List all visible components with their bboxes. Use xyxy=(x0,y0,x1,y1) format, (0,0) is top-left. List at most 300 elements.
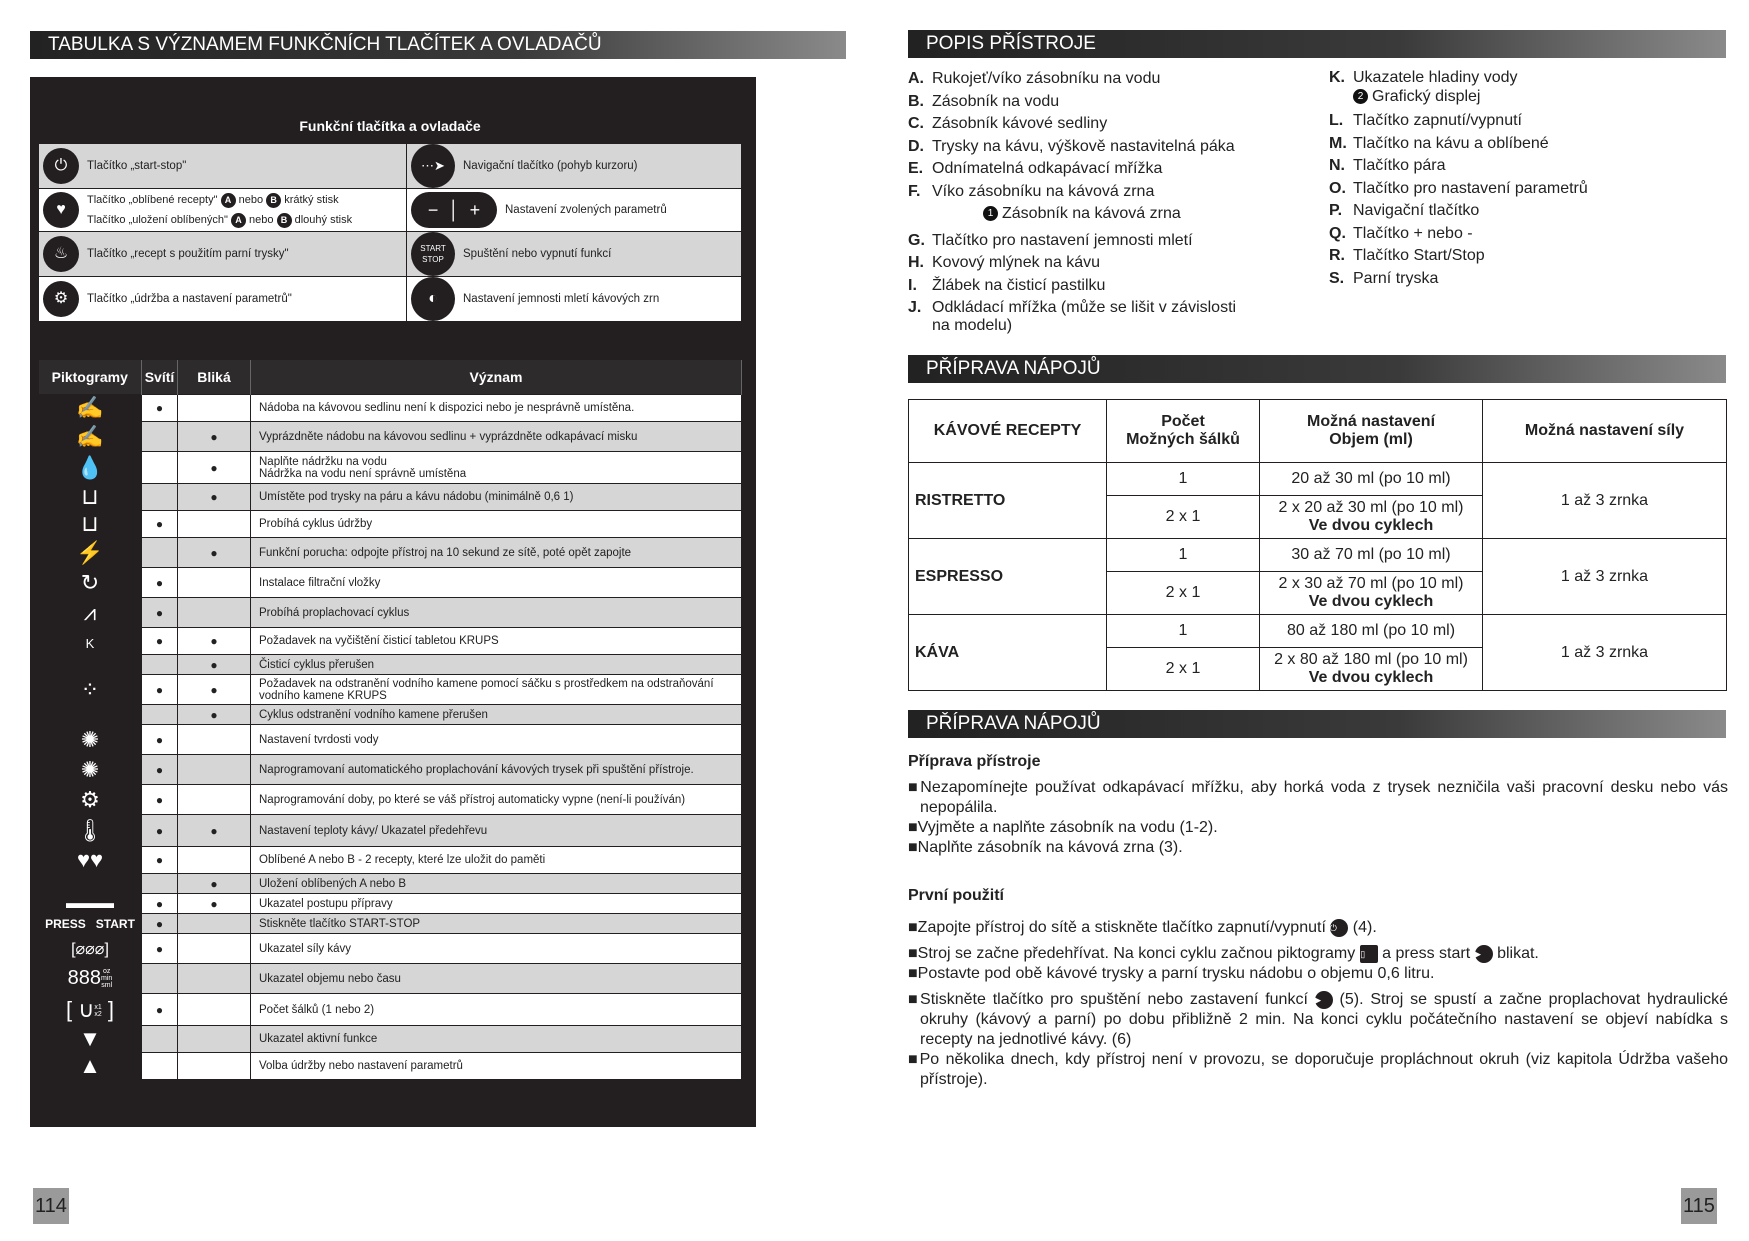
blink-indicator: ● xyxy=(178,675,251,705)
part-text: Parní tryska xyxy=(1353,269,1439,287)
meaning-text: Umístěte pod trysky na páru a kávu nádobu (minimálně 0,6 1) xyxy=(251,484,742,511)
header-line: Objem (ml) xyxy=(1329,431,1413,448)
part-letter: Q. xyxy=(1329,224,1346,242)
table-row xyxy=(39,232,742,277)
list-item xyxy=(908,230,1236,253)
bullet: ■ xyxy=(908,965,918,982)
part-text: Tlačítko pára xyxy=(1353,157,1446,174)
filter-install-icon: ↻ xyxy=(39,568,142,598)
part-text: Zásobník na vodu xyxy=(932,92,1060,110)
blink-indicator: ● xyxy=(178,538,251,568)
meaning-text: Požadavek na vyčištění čisticí tabletou KRUPS xyxy=(251,628,742,655)
volume-setting: 2 x 30 až 70 ml (po 10 ml) Ve dvou cyklech xyxy=(1260,572,1483,615)
section-title-text: PŘÍPRAVA NÁPOJŮ xyxy=(926,358,1101,379)
table-row xyxy=(39,568,742,598)
meaning-text: Stiskněte tlačítko START-STOP xyxy=(251,914,742,934)
meaning-text: Probíhá cyklus údržby xyxy=(251,511,742,538)
part-text: Tlačítko pro nastavení parametrů xyxy=(1353,179,1588,197)
bullet-text: Nezapomínejte používat odkapávací mřížku, aby horká voda z trysek nezničila vaši pracovní desku nebo vás nepopálila. xyxy=(920,779,1728,816)
empty-grounds-icon: ✍ xyxy=(39,422,142,452)
lit-indicator: ● xyxy=(142,815,178,847)
volume-setting: 20 až 30 ml (po 10 ml) xyxy=(1260,463,1483,496)
meaning-text: Naprogramování doby, po které se váš přístroj automaticky vypne (není-li používán) xyxy=(251,785,742,815)
table-row xyxy=(39,277,742,322)
volume-setting: 80 až 180 ml (po 10 ml) xyxy=(1260,615,1483,648)
volume-setting: 30 až 70 ml (po 10 ml) xyxy=(1260,539,1483,572)
descaling-icon: ⁘ xyxy=(39,675,142,705)
part-letter: L. xyxy=(1329,112,1344,129)
water-tank-icon: 💧 xyxy=(39,452,142,484)
lit-indicator xyxy=(142,964,178,994)
blink-indicator xyxy=(178,725,251,755)
col-header-lit: Svítí xyxy=(142,360,178,395)
part-letter: C. xyxy=(908,115,924,132)
section-title-functions xyxy=(30,31,846,59)
bullet-text: Po několika dnech, kdy přístroj není v provozu, se doporučuje propláchnout okruh (viz kapitola Údržba vašeho přístroje). xyxy=(919,1051,1729,1088)
list-item xyxy=(908,918,1728,938)
meaning-text: Čisticí cyklus přerušen xyxy=(251,655,742,675)
lit-indicator xyxy=(142,874,178,894)
part-letter: O. xyxy=(1329,179,1346,197)
stop-label: STOP xyxy=(422,255,444,264)
meaning-text: Ukazatel postupu přípravy xyxy=(251,894,742,914)
meaning-text: Oblíbené A nebo B - 2 recepty, které lze uložit do paměti xyxy=(251,847,742,874)
table-row xyxy=(39,964,742,994)
start-stop-icon: ▶ xyxy=(1315,991,1333,1009)
meaning-text: Ukazatel objemu nebo času xyxy=(251,964,742,994)
part-text: Odkládací mřížka (může se lišit v závislosti xyxy=(932,299,1237,316)
cup-count: 2 x 1 xyxy=(1107,572,1260,615)
table-row xyxy=(39,144,742,189)
table-row xyxy=(39,874,742,894)
part-letter: A. xyxy=(908,70,924,87)
water-hardness-icon: ✺ xyxy=(39,725,142,755)
part-text: Ukazatele hladiny vody xyxy=(1353,69,1518,86)
temperature-icon: 🌡 xyxy=(39,815,142,847)
volume-setting: 2 x 80 až 180 ml (po 10 ml) Ve dvou cyklech xyxy=(1260,648,1483,691)
list-item xyxy=(908,299,1236,317)
list-item xyxy=(908,113,1236,136)
left-dark-panel xyxy=(30,77,756,1127)
plus-icon: + xyxy=(469,200,481,220)
col-header-blink: Bliká xyxy=(178,360,251,395)
lit-indicator xyxy=(142,655,178,675)
malfunction-icon: ⚡ xyxy=(39,538,142,568)
header-line: Počet xyxy=(1161,413,1205,430)
list-item xyxy=(908,252,1236,275)
func-label: nebo xyxy=(238,194,264,206)
lit-indicator: ● xyxy=(142,894,178,914)
part-letter: M. xyxy=(1329,134,1347,152)
list-item xyxy=(908,275,1236,298)
col-header-volume xyxy=(1260,400,1483,463)
lit-indicator: ● xyxy=(142,785,178,815)
bullet-text: Postavte pod obě kávové trysky a parní trysku nádobu o objemu 0,6 litru. xyxy=(917,965,1435,982)
list-item-sub xyxy=(1329,87,1588,106)
list-item xyxy=(908,1050,1728,1090)
favorites-icon: ♥♥ xyxy=(39,847,142,874)
recipe-name: KÁVA xyxy=(909,615,1107,691)
cup-count: 1 xyxy=(1107,463,1260,496)
meaning-text: Instalace filtrační vložky xyxy=(251,568,742,598)
bullet: ■ xyxy=(908,945,918,962)
section-title-text: PŘÍPRAVA NÁPOJŮ xyxy=(926,713,1101,734)
blink-indicator: ● xyxy=(178,422,251,452)
list-item xyxy=(908,68,1236,91)
bullet-text: Naplňte zásobník na kávová zrna (3). xyxy=(917,839,1183,856)
lit-indicator: ● xyxy=(142,568,178,598)
table-row xyxy=(39,914,742,934)
blink-indicator xyxy=(178,994,251,1026)
blink-indicator xyxy=(178,598,251,628)
list-item xyxy=(908,91,1236,114)
cup-count-icon: [ ∪x1 x2 ] xyxy=(39,994,142,1026)
place-cup-icon: ⊔ xyxy=(39,484,142,511)
table-row xyxy=(39,189,742,232)
blink-indicator xyxy=(178,785,251,815)
strength-setting: 1 až 3 zrnka xyxy=(1483,539,1727,615)
recipe-table xyxy=(908,399,1727,691)
table-row xyxy=(39,484,742,511)
lit-indicator: ● xyxy=(142,755,178,785)
meaning-text: Požadavek na odstranění vodního kamene pomocí sáčku s prostředkem na odstraňování vodního kamene KRUPS xyxy=(251,675,742,705)
list-item xyxy=(1329,155,1588,178)
press-label: PRESS xyxy=(45,916,86,931)
list-item xyxy=(908,838,1728,858)
list-item xyxy=(908,964,1728,984)
lit-indicator xyxy=(142,705,178,725)
func-label: Tlačítko „recept s použitím parní trysky" xyxy=(87,248,289,260)
table-row xyxy=(39,847,742,874)
table-row xyxy=(39,1026,742,1053)
meaning-text: Uložení oblíbených A nebo B xyxy=(251,874,742,894)
recipe-name: ESPRESSO xyxy=(909,539,1107,615)
unit-x1: x1 xyxy=(94,1003,102,1011)
table-row xyxy=(39,511,742,538)
part-letter: H. xyxy=(908,254,924,271)
table-row xyxy=(909,463,1727,496)
part-letter: I. xyxy=(908,276,917,294)
lit-indicator: ● xyxy=(142,598,178,628)
grind-icon: ◐ xyxy=(411,277,455,321)
list-item xyxy=(908,944,1728,964)
table-row xyxy=(39,655,742,675)
pictogram-table xyxy=(38,360,742,1080)
blink-indicator xyxy=(178,568,251,598)
table-row xyxy=(39,785,742,815)
start-stop-icon xyxy=(411,232,455,276)
part-letter: D. xyxy=(908,137,924,155)
part-letter: E. xyxy=(908,160,924,177)
blink-indicator xyxy=(178,1053,251,1080)
table-row xyxy=(39,538,742,568)
part-letter: S. xyxy=(1329,269,1345,287)
minus-icon: − xyxy=(427,200,439,220)
parts-list-right xyxy=(1329,68,1588,290)
favorite-a-icon: A xyxy=(231,213,246,228)
list-item xyxy=(1329,178,1588,201)
section-title-text: TABULKA S VÝZNAMEM FUNKČNÍCH TLAČÍTEK A OVLADAČŮ xyxy=(48,34,602,55)
col-header-strength: Možná nastavení síly xyxy=(1483,400,1727,463)
maintenance-select-icon: ▲ xyxy=(39,1053,142,1080)
favorite-b-icon: B xyxy=(266,193,281,208)
meaning-text: Nastavení teploty kávy/ Ukazatel předehřevu xyxy=(251,815,742,847)
part-text: Tlačítko pro nastavení jemnosti mletí xyxy=(932,231,1193,249)
page-number-right: 115 xyxy=(1681,1188,1717,1224)
table-row xyxy=(909,615,1727,648)
strength-setting: 1 až 3 zrnka xyxy=(1483,463,1727,539)
func-label: krátký stisk xyxy=(284,194,339,206)
page-number-left: 114 xyxy=(33,1188,69,1224)
list-item-sub xyxy=(908,203,1236,226)
bullet: ■ xyxy=(908,779,921,796)
lit-indicator: ● xyxy=(142,725,178,755)
meaning-text: Ukazatel aktivní funkce xyxy=(251,1026,742,1053)
first-use-heading: První použití xyxy=(908,887,1004,904)
lit-indicator xyxy=(142,538,178,568)
unit-oz: oz xyxy=(102,968,111,976)
preparation-section xyxy=(908,752,1728,1090)
part-text: Tlačítko Start/Stop xyxy=(1353,247,1485,264)
part-text: Odnímatelná odkapávací mřížka xyxy=(932,160,1163,177)
table-row xyxy=(39,705,742,725)
start-label: START xyxy=(95,916,135,931)
func-label: dlouhý stisk xyxy=(294,214,353,226)
number-badge-icon: 2 xyxy=(1353,89,1368,104)
blink-indicator: ● xyxy=(178,628,251,655)
grounds-container-icon: ✍ xyxy=(39,395,142,422)
prep-heading: Příprava přístroje xyxy=(908,753,1041,770)
steam-recipe-icon: ♨ xyxy=(43,236,79,272)
func-label: Nastavení jemnosti mletí kávových zrn xyxy=(463,293,660,305)
part-text: Navigační tlačítko xyxy=(1353,202,1480,219)
unit-sml: sml xyxy=(101,982,113,990)
bullet: ■ xyxy=(908,819,918,836)
col-header-pictograms: Piktogramy xyxy=(39,360,142,395)
func-label: Spuštění nebo vypnutí funkcí xyxy=(463,248,612,260)
parts-list-left xyxy=(908,68,1236,335)
part-text: Grafický displej xyxy=(1372,88,1481,105)
part-letter: K. xyxy=(1329,69,1345,86)
press-start-icon xyxy=(39,914,142,934)
cup-pictogram-icon: ▯ xyxy=(1360,945,1378,963)
meaning-text: Cyklus odstranění vodního kamene přerušen xyxy=(251,705,742,725)
save-favorites-icon xyxy=(39,874,142,894)
bullet: ■ xyxy=(908,1051,920,1068)
func-table-header: Funkční tlačítka a ovladače xyxy=(39,109,742,144)
bullet-text: (4). xyxy=(1352,919,1377,936)
part-text: Tlačítko + nebo - xyxy=(1353,224,1473,242)
bullet-text: Vyjměte a naplňte zásobník na vodu (1-2). xyxy=(917,819,1218,836)
favorite-a-icon: A xyxy=(221,193,236,208)
list-item xyxy=(1329,68,1588,87)
bullet-text: Stiskněte tlačítko pro spuštění nebo zastavení funkcí xyxy=(920,991,1308,1008)
meaning-text: Vyprázdněte nádobu na kávovou sedlinu + vyprázdněte odkapávací misku xyxy=(251,422,742,452)
active-function-icon: ▼ xyxy=(39,1026,142,1053)
meaning-text: Nádoba na kávovou sedlinu není k dispozici nebo je nesprávně umístěna. xyxy=(251,395,742,422)
table-row xyxy=(39,934,742,964)
lit-indicator: ● xyxy=(142,914,178,934)
part-text: Kovový mlýnek na kávu xyxy=(932,254,1101,271)
lit-indicator: ● xyxy=(142,675,178,705)
table-row xyxy=(39,994,742,1026)
list-item-cont: na modelu) xyxy=(932,317,1013,334)
power-icon: ⏻ xyxy=(43,148,79,184)
lit-indicator xyxy=(142,484,178,511)
list-item xyxy=(1329,110,1588,133)
table-row xyxy=(39,725,742,755)
blink-indicator xyxy=(178,934,251,964)
blink-indicator xyxy=(178,395,251,422)
lit-indicator: ● xyxy=(142,847,178,874)
strength-setting: 1 až 3 zrnka xyxy=(1483,615,1727,691)
bullet: ■ xyxy=(908,991,921,1008)
lit-indicator xyxy=(142,422,178,452)
list-item xyxy=(908,136,1236,159)
cleaning-tablet-icon xyxy=(39,628,142,655)
part-text: Zásobník kávové sedliny xyxy=(932,115,1108,132)
plus-minus-icon: − │ + xyxy=(411,192,497,228)
lit-indicator: ● xyxy=(142,395,178,422)
lit-indicator xyxy=(142,1053,178,1080)
part-text: Zásobník na kávová zrna xyxy=(1002,205,1181,222)
lit-indicator: ● xyxy=(142,994,178,1026)
meaning-text: Ukazatel síly kávy xyxy=(251,934,742,964)
unit-x2: x2 xyxy=(94,1010,102,1018)
func-label: Nastavení zvolených parametrů xyxy=(505,204,667,216)
navigation-icon: ⋯➤ xyxy=(411,144,455,188)
bullet-text: blikat. xyxy=(1497,945,1539,962)
strength-indicator-icon: [⌀⌀⌀] xyxy=(39,934,142,964)
auto-off-icon: ⚙ xyxy=(39,785,142,815)
bullet-text: (5). Stroj se spustí a začne proplachovat hydraulické okruhy (kávový a parní) po dobu přibližně 2 min. Na konci cyklu počátečního nastavení se objeví nabídka s recepty na jednotlivé kávy. (6) xyxy=(920,991,1728,1048)
blink-indicator xyxy=(178,511,251,538)
part-text: Tlačítko na kávu a oblíbené xyxy=(1353,134,1549,152)
part-text: Žlábek na čisticí pastilku xyxy=(932,276,1106,294)
cup-count: 2 x 1 xyxy=(1107,496,1260,539)
rinse-cycle-icon: ⩘ xyxy=(39,598,142,628)
section-title-drinks xyxy=(908,355,1726,383)
part-letter: N. xyxy=(1329,157,1345,174)
maintenance-cycle-icon: ⊔ xyxy=(39,511,142,538)
list-item xyxy=(1329,200,1588,223)
table-row xyxy=(39,598,742,628)
table-row xyxy=(39,628,742,655)
part-letter: R. xyxy=(1329,247,1345,264)
table-row xyxy=(39,815,742,847)
meaning-text: Naprogramovaní automatického proplachování kávových trysek při spuštění přístroje. xyxy=(251,755,742,785)
list-item xyxy=(908,158,1236,181)
recipe-name: RISTRETTO xyxy=(909,463,1107,539)
func-label: Tlačítko „údržba a nastavení parametrů" xyxy=(87,293,292,305)
volume-setting: 2 x 20 až 30 ml (po 10 ml) Ve dvou cyklech xyxy=(1260,496,1483,539)
func-label: Tlačítko „start-stop" xyxy=(87,160,187,172)
blink-indicator xyxy=(178,1026,251,1053)
part-letter: F. xyxy=(908,182,921,200)
blink-indicator: ● xyxy=(178,874,251,894)
col-header-recipes: KÁVOVÉ RECEPTY xyxy=(909,400,1107,463)
cleaning-interrupted-icon xyxy=(39,655,142,675)
list-item xyxy=(908,181,1236,204)
lit-indicator: ● xyxy=(142,934,178,964)
meaning-text: Probíhá proplachovací cyklus xyxy=(251,598,742,628)
table-row xyxy=(39,1053,742,1080)
blink-indicator: ● xyxy=(178,705,251,725)
part-text: Víko zásobníku na kávová zrna xyxy=(932,182,1155,200)
table-row xyxy=(39,755,742,785)
meaning-text: Počet šálků (1 nebo 2) xyxy=(251,994,742,1026)
unit-min: min xyxy=(101,975,113,983)
blink-indicator: ● xyxy=(178,655,251,675)
blink-indicator: ● xyxy=(178,894,251,914)
section-title-text: POPIS PŘÍSTROJE xyxy=(926,33,1096,54)
blink-indicator xyxy=(178,964,251,994)
cup-count: 1 xyxy=(1107,615,1260,648)
header-line: Možných šálků xyxy=(1126,431,1240,448)
header-line: Možná nastavení xyxy=(1306,413,1436,430)
table-row xyxy=(39,395,742,422)
col-header-meaning: Význam xyxy=(251,360,742,395)
section-title-drinks-2 xyxy=(908,710,1726,738)
func-label: Tlačítko „oblíbené recepty" xyxy=(87,194,218,206)
func-label: Tlačítko „uložení oblíbených" xyxy=(87,214,228,226)
descaling-interrupted-icon xyxy=(39,705,142,725)
bullet-text: Stroj se začne předehřívat. Na konci cyklu začnou piktogramy xyxy=(917,945,1356,962)
list-item xyxy=(1329,245,1588,268)
bullet: ■ xyxy=(908,839,918,856)
part-letter: J. xyxy=(908,299,922,316)
lit-indicator xyxy=(142,1026,178,1053)
list-item xyxy=(1329,133,1588,156)
blink-indicator xyxy=(178,755,251,785)
part-letter: G. xyxy=(908,231,925,249)
list-item xyxy=(1329,223,1588,246)
meaning-text: Nastavení tvrdosti vody xyxy=(251,725,742,755)
list-item xyxy=(908,818,1728,838)
bullet-text: Zapojte přístroj do sítě a stiskněte tlačítko zapnutí/vypnutí xyxy=(917,919,1326,936)
favorite-b-icon: B xyxy=(277,213,292,228)
power-icon: ⏻ xyxy=(1330,919,1348,937)
number-badge-icon: 1 xyxy=(983,206,998,221)
volume-display-icon: 888 oz min sml xyxy=(39,964,142,994)
part-letter: P. xyxy=(1329,202,1343,219)
lit-indicator: ● xyxy=(142,511,178,538)
list-item xyxy=(908,778,1728,818)
start-label: START xyxy=(420,244,446,253)
lit-indicator: ● xyxy=(142,628,178,655)
table-row xyxy=(909,539,1727,572)
blink-indicator: ● xyxy=(178,815,251,847)
blink-indicator xyxy=(178,914,251,934)
start-stop-icon: ▶ xyxy=(1475,945,1493,963)
table-row xyxy=(39,894,742,914)
table-row xyxy=(39,675,742,705)
bullet: ■ xyxy=(908,919,918,936)
meaning-text: Naplňte nádržku na vodu Nádržka na vodu není správně umístěna xyxy=(251,452,742,484)
section-title-device xyxy=(908,30,1726,58)
table-row xyxy=(39,452,742,484)
meaning-text: Funkční porucha: odpojte přístroj na 10 sekund ze sítě, poté opět zapojte xyxy=(251,538,742,568)
bullet-text: a press start xyxy=(1382,945,1471,962)
col-header-cups xyxy=(1107,400,1260,463)
maintenance-gear-icon: ⚙ xyxy=(43,281,79,317)
list-item xyxy=(1329,268,1588,291)
list-item xyxy=(908,990,1728,1050)
func-label: Navigační tlačítko (pohyb kurzoru) xyxy=(463,160,638,172)
table-row xyxy=(39,422,742,452)
cup-count: 2 x 1 xyxy=(1107,648,1260,691)
favorite-recipe-icon: ♥ xyxy=(43,192,79,228)
